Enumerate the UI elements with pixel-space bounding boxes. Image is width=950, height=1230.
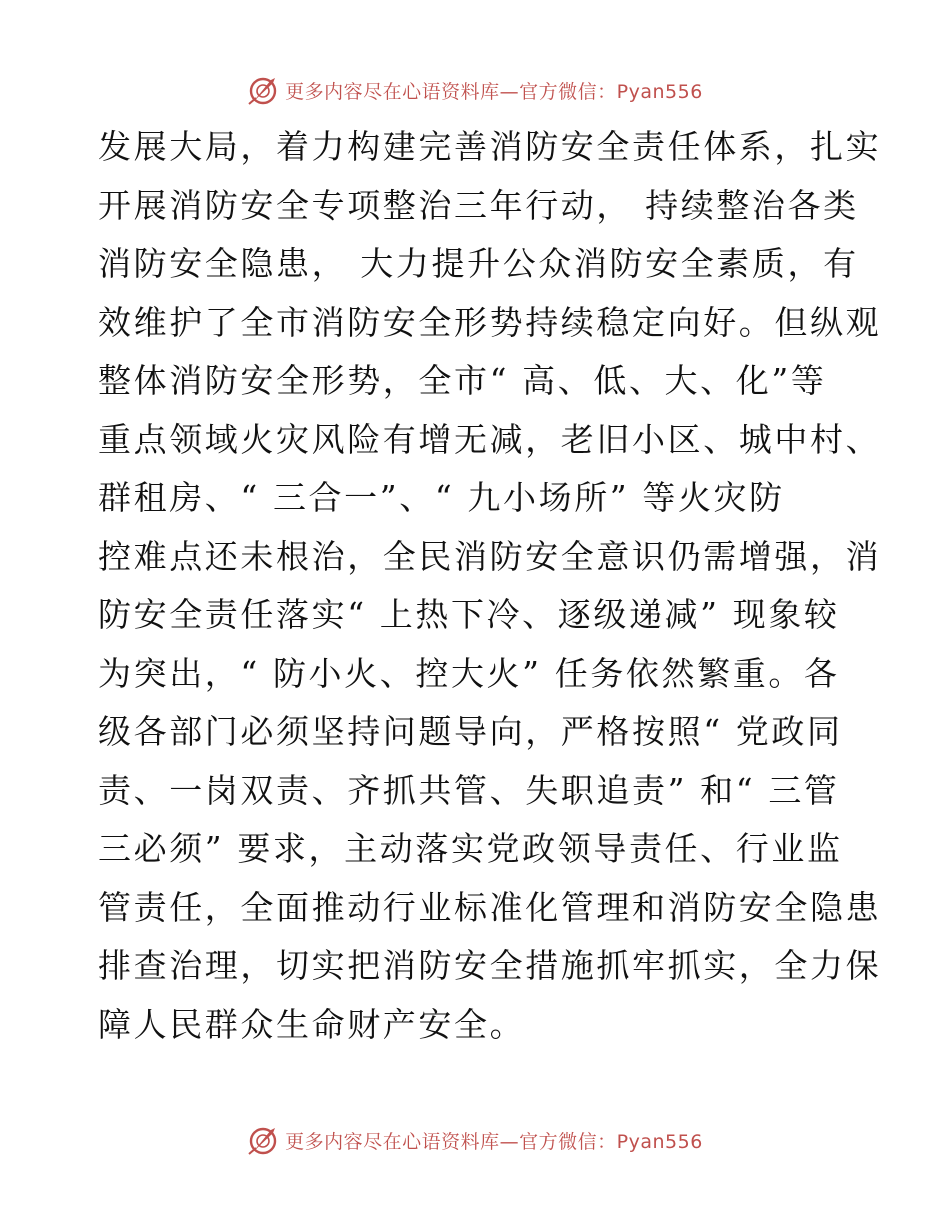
paragraph-line: 消防安全隐患， 大力提升公众消防安全素质，有 xyxy=(98,244,859,283)
footer-watermark xyxy=(0,1122,950,1158)
paragraph-line: 群租房、“ 三合一”、“ 九小场所” 等火灾防 xyxy=(98,478,785,517)
paragraph-line: 障人民群众生命财产安全。 xyxy=(98,1004,526,1044)
paragraph-line: 排查治理，切实把消防安全措施抓牢抓实，全力保 xyxy=(98,946,882,985)
paragraph-line: 控难点还未根治，全民消防安全意识仍需增强，消 xyxy=(98,536,882,576)
document-body xyxy=(98,118,882,1054)
watermark-text: 更多内容尽在心语资料库—官方微信：Pyan556 xyxy=(285,80,703,103)
paragraph-line: 防安全责任落实“ 上热下冷、逐级递减” 现象较 xyxy=(98,595,840,634)
quill-logo-icon xyxy=(247,1124,279,1156)
paragraph-line: 重点领域火灾风险有增无减，老旧小区、城中村、 xyxy=(98,419,882,459)
paragraph-line: 效维护了全市消防安全形势持续稳定向好。但纵观 xyxy=(98,302,882,342)
paragraph-line: 开展消防安全专项整治三年行动， 持续整治各类 xyxy=(98,185,859,225)
paragraph-line: 级各部门必须坚持问题导向，严格按照“ 党政同 xyxy=(98,712,843,751)
paragraph-line: 整体消防安全形势，全市“ 高、低、大、化”等 xyxy=(98,361,827,400)
paragraph-line: 发展大局，着力构建完善消防安全责任体系，扎实 xyxy=(98,127,882,166)
paragraph-line: 为突出，“ 防小火、控大火” 任务依然繁重。各 xyxy=(98,653,840,693)
quill-logo-icon xyxy=(247,74,279,106)
header-watermark xyxy=(0,72,950,108)
watermark-text: 更多内容尽在心语资料库—官方微信：Pyan556 xyxy=(285,1130,703,1153)
paragraph-line: 管责任，全面推动行业标准化管理和消防安全隐患 xyxy=(98,887,882,927)
paragraph-line: 责、一岗双责、齐抓共管、失职追责” 和“ 三管 xyxy=(98,770,840,810)
paragraph-line: 三必须” 要求，主动落实党政领导责任、行业监 xyxy=(98,829,843,868)
